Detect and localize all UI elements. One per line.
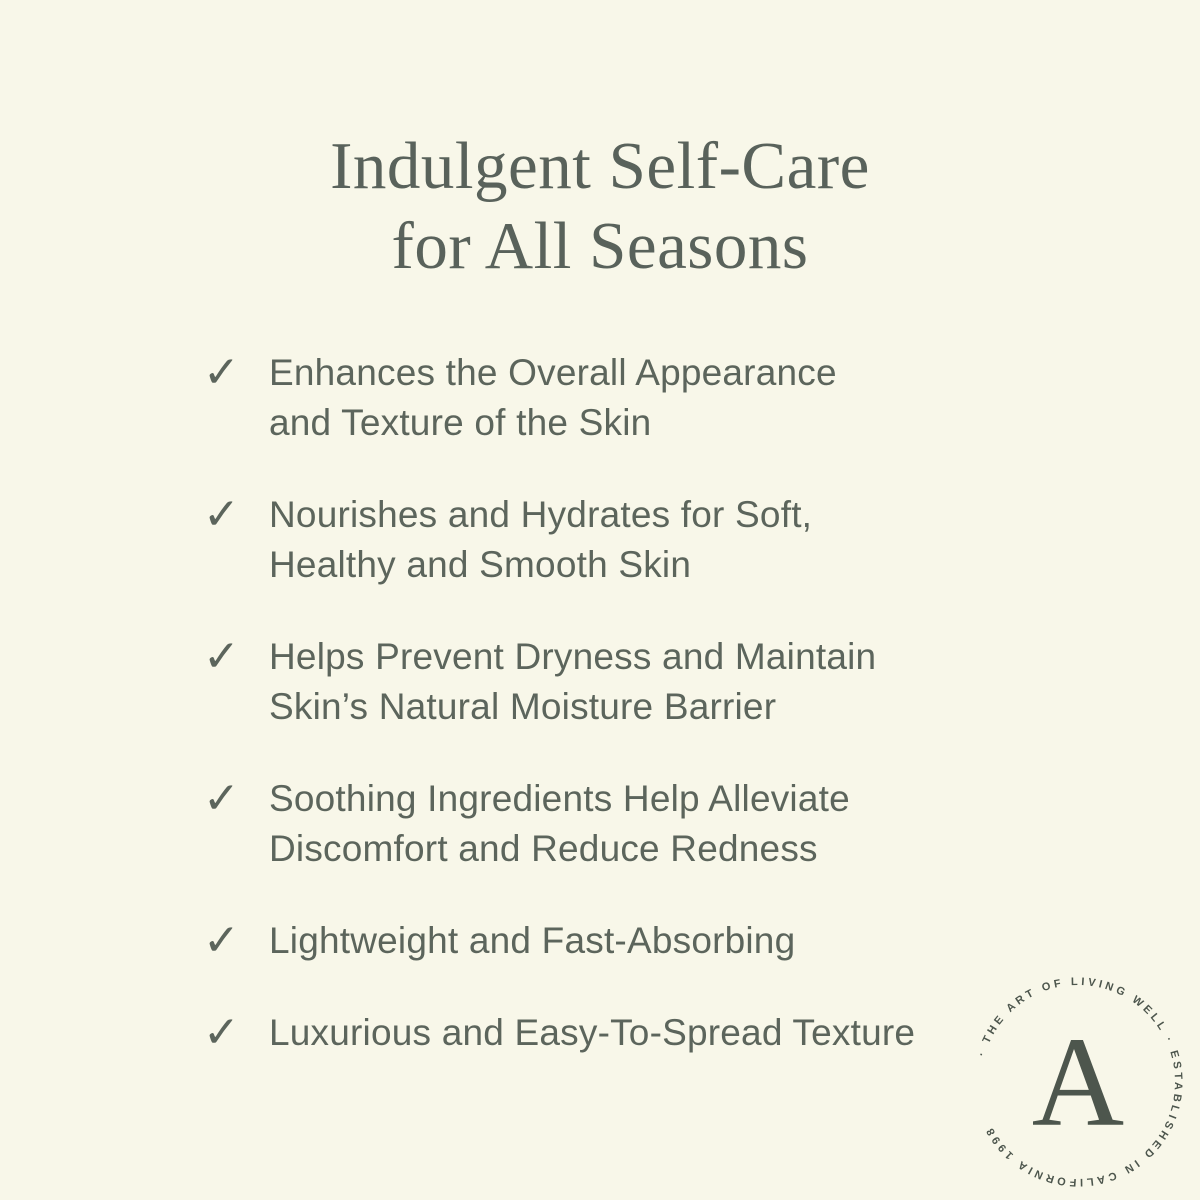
list-item: [203, 632, 915, 732]
list-item: [203, 1008, 915, 1058]
checkmark-icon: ✓: [203, 489, 240, 540]
checkmark-icon: ✓: [203, 1007, 240, 1058]
list-item: [203, 348, 915, 448]
benefit-text: Soothing Ingredients Help Alleviate Discomfort and Reduce Redness: [269, 778, 850, 869]
list-item: [203, 916, 915, 966]
logo-monogram: A: [1031, 1011, 1125, 1153]
page-title: [0, 126, 1200, 286]
checkmark-icon: ✓: [203, 631, 240, 682]
benefit-text: Nourishes and Hydrates for Soft, Healthy and Smooth Skin: [269, 494, 813, 585]
benefit-text: Helps Prevent Dryness and Maintain Skin’s Natural Moisture Barrier: [269, 636, 877, 727]
logo-ring-text: · THE ART OF LIVING WELL · ESTABLISHED IN CALIFORNIA 1998: [975, 975, 1185, 1189]
title-line-1: Indulgent Self-Care: [330, 129, 870, 203]
list-item: [203, 774, 915, 874]
checkmark-icon: ✓: [203, 915, 240, 966]
benefits-list: [203, 348, 915, 1058]
title-line-2: for All Seasons: [391, 209, 809, 283]
benefit-text: Enhances the Overall Appearance and Texture of the Skin: [269, 352, 837, 443]
checkmark-icon: ✓: [203, 773, 240, 824]
brand-logo-svg: [958, 962, 1198, 1200]
benefit-text: Luxurious and Easy-To-Spread Texture: [269, 1012, 916, 1053]
checkmark-icon: ✓: [203, 347, 240, 398]
brand-logo-badge: [958, 962, 1198, 1200]
benefit-text: Lightweight and Fast-Absorbing: [269, 920, 796, 961]
list-item: [203, 490, 915, 590]
